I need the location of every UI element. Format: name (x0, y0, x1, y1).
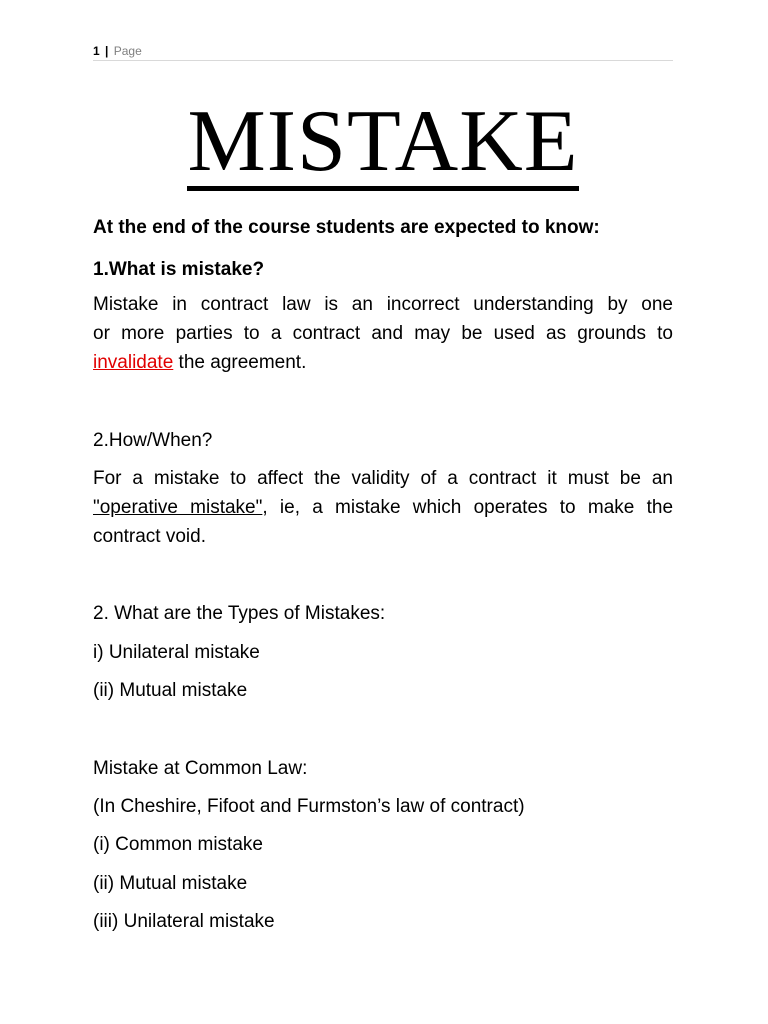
q1-paragraph (93, 290, 673, 377)
common-law-item-3: (iii) Unilateral mistake (93, 911, 275, 932)
page-number: 1 (93, 44, 100, 58)
intro-text: At the end of the course students are expected to know: (93, 217, 600, 238)
page-label: Page (113, 44, 142, 58)
title-text: MISTAKE (187, 93, 579, 190)
invalidate-link[interactable]: invalidate (93, 352, 174, 373)
types-item-1: i) Unilateral mistake (93, 642, 260, 663)
types-item-2: (ii) Mutual mistake (93, 680, 248, 701)
document-title (93, 92, 673, 192)
common-law-item-2: (ii) Mutual mistake (93, 873, 248, 894)
q2-paragraph (93, 464, 673, 551)
common-law-item-1: (i) Common mistake (93, 834, 263, 855)
q1-line-3-rest: the agreement. (173, 352, 307, 373)
q2-line-3: contract void. (93, 526, 206, 547)
page-header (93, 43, 673, 61)
q2-line-1: For a mistake to affect the validity of a contract it must be an (93, 468, 673, 489)
q1-heading: 1.What is mistake? (93, 259, 265, 280)
q1-line-2: or more parties to a contract and may be used as grounds to (93, 323, 673, 344)
q2-line-2-rest: , ie, a mistake which operates to make the (262, 497, 674, 518)
common-law-heading: Mistake at Common Law: (93, 758, 308, 779)
q2-line-2 (93, 493, 673, 522)
page-separator: | (105, 44, 109, 58)
q1-line-1: Mistake in contract law is an incorrect understanding by one (93, 294, 673, 315)
operative-mistake-term: "operative mistake" (93, 497, 263, 518)
q1-line-3 (93, 348, 673, 377)
common-law-source: (In Cheshire, Fifoot and Furmston’s law of contract) (93, 796, 525, 817)
types-heading: 2. What are the Types of Mistakes: (93, 603, 386, 624)
q2-heading: 2.How/When? (93, 430, 213, 451)
